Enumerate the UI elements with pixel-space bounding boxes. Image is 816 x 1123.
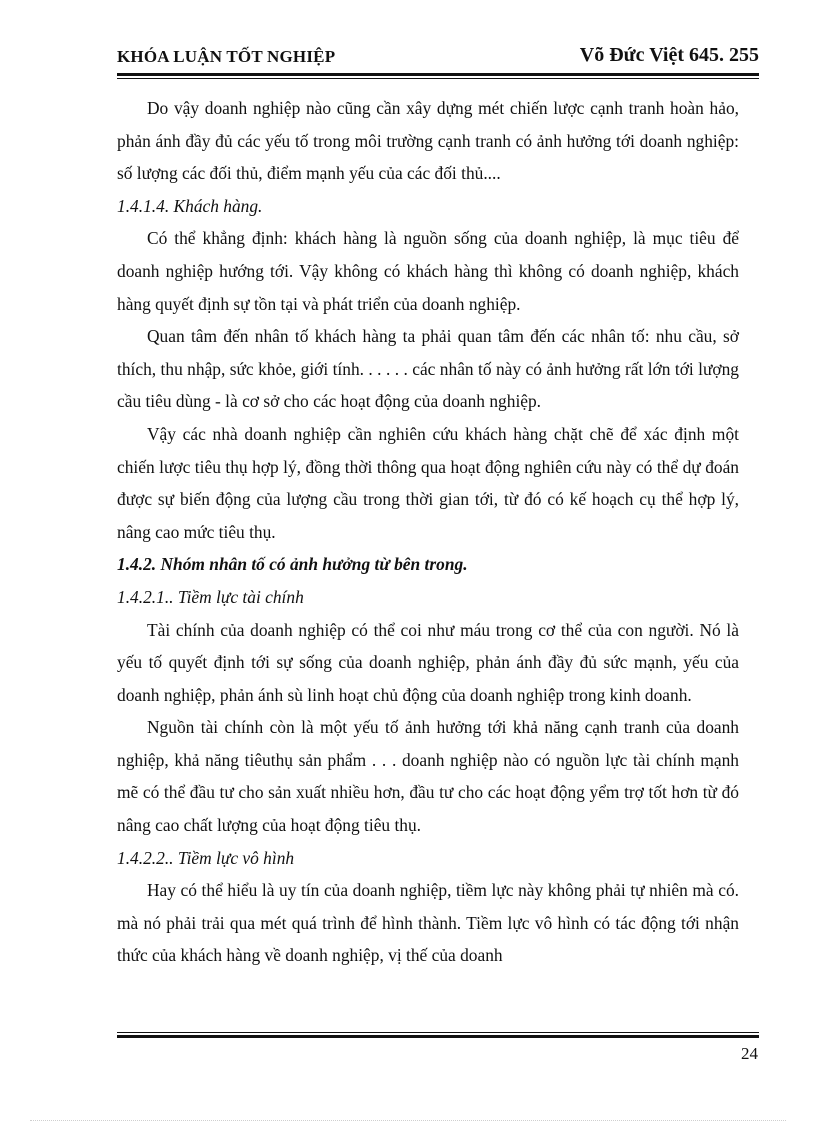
paragraph: Nguồn tài chính còn là một yếu tố ảnh hưởng tới khả năng cạnh tranh của doanh nghiệp, khả năng tiêuthụ sản phẩm . . . doanh nghiệp nào có nguồn lực tài chính mạnh mẽ có thể đầu tư cho sản xuất nhiều hơn, đầu tư cho các hoạt động yểm trợ tốt hơn từ đó nâng cao chất lượng của hoạt động tiêu thụ. — [117, 717, 739, 836]
section-heading-bold: 1.4.2. Nhóm nhân tố có ảnh hưởng từ bên trong. — [117, 554, 468, 575]
header-author: Võ Đức Việt 645. 255 — [579, 44, 759, 66]
header-rule-thin — [117, 78, 759, 79]
paragraph: Hay có thể hiểu là uy tín của doanh nghiệp, tiềm lực này không phải tự nhiên mà có. mà nó phải trải qua mét quá trình để hình thành. Tiềm lực vô hình có tác động tới nhận thức của khách hàng về doanh nghiệp, vị thế của doanh — [117, 880, 739, 966]
header-rule — [117, 73, 759, 76]
page-number: 24 — [741, 1044, 758, 1063]
subsection-heading: 1.4.2.1.. Tiềm lực tài chính — [117, 586, 304, 607]
footer-rule-thin — [117, 1032, 759, 1033]
paragraph: Có thể khẳng định: khách hàng là nguồn sống của doanh nghiệp, là mục tiêu để doanh nghiệp hướng tới. Vậy không có khách hàng thì không có doanh nghiệp, khách hàng quyết định sự tồn tại và phát triển của doanh nghiệp. — [117, 228, 739, 314]
header-thesis-title: KHÓA LUẬN TỐT NGHIỆP — [117, 47, 336, 66]
footer-rule — [117, 1035, 759, 1038]
paragraph: Quan tâm đến nhân tố khách hàng ta phải quan tâm đến các nhân tố: nhu cầu, sở thích, thu nhập, sức khỏe, giới tính. . . . . . các nhân tố này có ảnh hưởng rất lớn tới lượng cầu tiêu dùng - là cơ sở cho các hoạt động của doanh nghiệp. — [117, 326, 739, 412]
paragraph: Do vậy doanh nghiệp nào cũng cần xây dựng mét chiến lược cạnh tranh hoàn hảo, phản ánh đầy đủ các yếu tố trong môi trường cạnh tranh có ảnh hưởng tới doanh nghiệp: số lượng các đối thủ, điểm mạnh yếu của các đối thủ.... — [117, 98, 739, 184]
document-body — [117, 92, 739, 972]
section-heading: 1.4.1.4. Khách hàng. — [117, 195, 263, 216]
page-header — [117, 44, 759, 74]
page-edge — [30, 1120, 786, 1121]
paragraph: Vậy các nhà doanh nghiệp cần nghiên cứu khách hàng chặt chẽ để xác định một chiến lược tiêu thụ hợp lý, đồng thời thông qua hoạt động nghiên cứu này có thể dự đoán được sự biến động của lượng cầu trong thời gian tới, từ đó có kế hoạch cụ thể hợp lý, nâng cao mức tiêu thụ. — [117, 423, 739, 542]
subsection-heading: 1.4.2.2.. Tiềm lực vô hình — [117, 847, 295, 868]
paragraph: Tài chính của doanh nghiệp có thể coi như máu trong cơ thể của con người. Nó là yếu tố quyết định tới sự sống của doanh nghiệp, phản ánh đầy đủ sức mạnh, yếu của doanh nghiệp, phản ánh sù linh hoạt chủ động của doanh nghiệp trong kinh doanh. — [117, 619, 739, 705]
